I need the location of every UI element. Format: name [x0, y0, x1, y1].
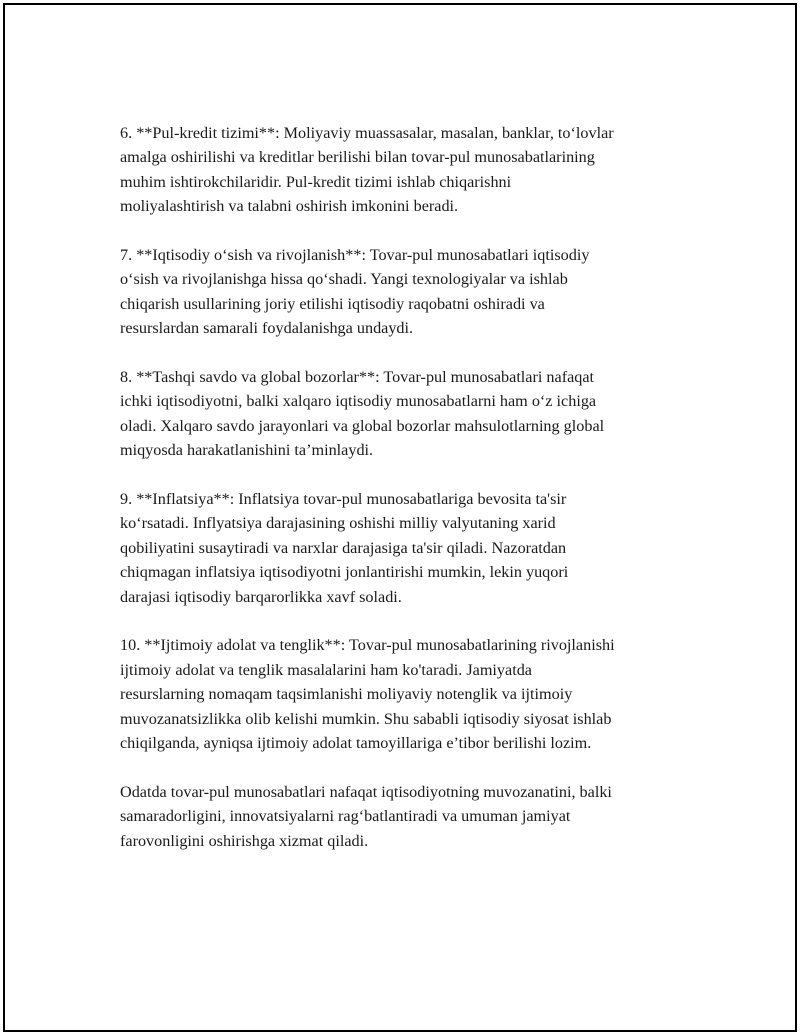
paragraph-iqtisodiy-osish	[120, 243, 700, 341]
paragraph-line: oladi. Xalqaro savdo jarayonlari va global bozorlar mahsulotlarning global	[120, 416, 605, 435]
paragraph-tashqi-savdo	[120, 365, 700, 463]
paragraph-line: ichki iqtisodiyotni, balki xalqaro iqtisodiy munosabatlarni ham o‘z ichiga	[120, 392, 597, 411]
paragraph-inflatsiya	[120, 487, 700, 609]
document-page	[3, 3, 797, 1032]
paragraph-line: 6. **Pul-kredit tizimi**: Moliyaviy muassasalar, masalan, banklar, to‘lovlar	[120, 124, 614, 142]
paragraph-line: 10. **Ijtimoiy adolat va tenglik**: Tovar-pul munosabatlarining rivojlanishi	[120, 636, 615, 655]
paragraph-line: miqyosda harakatlanishini ta’minlaydi.	[120, 441, 374, 460]
paragraph-conclusion	[120, 780, 700, 853]
paragraph-line: moliyalashtirish va talabni oshirish imkonini beradi.	[120, 197, 459, 216]
paragraph-line: ko‘rsatadi. Inflyatsiya darajasining oshishi milliy valyutaning xarid	[120, 514, 556, 533]
paragraph-line: 9. **Inflatsiya**: Inflatsiya tovar-pul munosabatlariga bevosita ta'sir	[120, 490, 567, 509]
paragraph-line: samaradorligini, innovatsiyalarni rag‘batlantiradi va umuman jamiyat	[120, 807, 571, 826]
paragraph-line: amalga oshirilishi va kreditlar berilishi bilan tovar-pul munosabatlarining	[120, 148, 595, 167]
paragraph-ijtimoiy-adolat	[120, 633, 700, 755]
paragraph-line: chiqilganda, ayniqsa ijtimoiy adolat tamoyillariga e’tibor berilishi lozim.	[120, 734, 592, 753]
paragraph-line: muhim ishtirokchilaridir. Pul-kredit tizimi ishlab chiqarishni	[120, 172, 512, 191]
paragraph-line: darajasi iqtisodiy barqarorlikka xavf soladi.	[120, 587, 402, 606]
paragraph-line: farovonligini oshirishga xizmat qiladi.	[120, 831, 369, 850]
paragraph-line: chiqarish usullarining joriy etilishi iqtisodiy raqobatni oshiradi va	[120, 294, 545, 313]
document-body	[120, 121, 700, 878]
paragraph-line: Odatda tovar-pul munosabatlari nafaqat iqtisodiyotning muvozanatini, balki	[120, 782, 612, 801]
paragraph-line: muvozanatsizlikka olib kelishi mumkin. Shu sababli iqtisodiy siyosat ishlab	[120, 709, 612, 728]
paragraph-pul-kredit-tizimi	[120, 121, 700, 219]
paragraph-line: o‘sish va rivojlanishga hissa qo‘shadi. Yangi texnologiyalar va ishlab	[120, 270, 568, 289]
paragraph-line: 7. **Iqtisodiy o‘sish va rivojlanish**: Tovar-pul munosabatlari iqtisodiy	[120, 246, 590, 265]
paragraph-line: ijtimoiy adolat va tenglik masalalarini ham ko'taradi. Jamiyatda	[120, 660, 532, 679]
paragraph-line: chiqmagan inflatsiya iqtisodiyotni jonlantirishi mumkin, lekin yuqori	[120, 563, 569, 582]
paragraph-line: resurslardan samarali foydalanishga undaydi.	[120, 319, 414, 338]
paragraph-line: qobiliyatini susaytiradi va narxlar darajasiga ta'sir qiladi. Nazoratdan	[120, 538, 567, 557]
paragraph-line: resurslarning nomaqam taqsimlanishi moliyaviy notenglik va ijtimoiy	[120, 685, 573, 704]
paragraph-line: 8. **Tashqi savdo va global bozorlar**: Tovar-pul munosabatlari nafaqat	[120, 368, 595, 387]
